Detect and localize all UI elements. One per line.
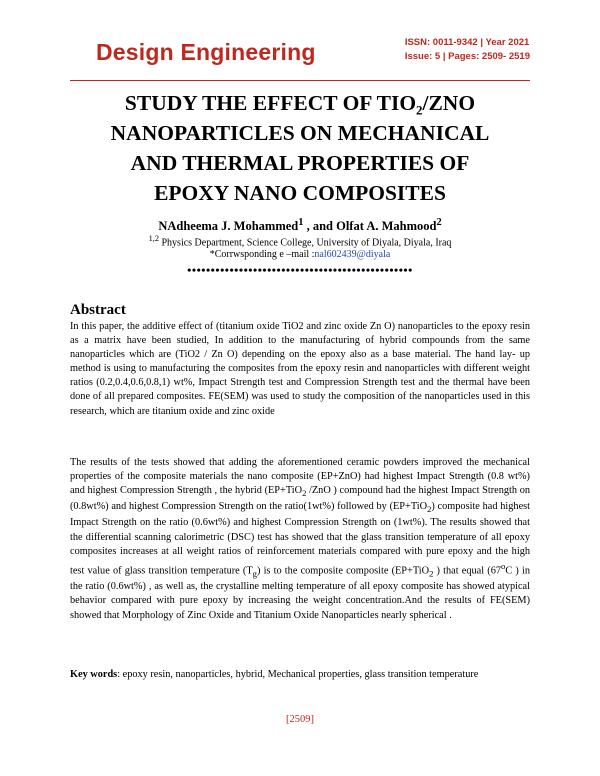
title-line: STUDY THE EFFECT OF TIO₂/ZNO	[124, 91, 476, 115]
page-number: [2509]	[286, 714, 314, 725]
author-separator: , and	[306, 219, 333, 234]
issn-line: ISSN: 0011-9342 | Year 2021	[404, 37, 530, 48]
subscript: g	[252, 568, 257, 579]
email-label: *Corrwsponding e –mail :	[209, 249, 315, 260]
subscript: 2	[302, 488, 307, 499]
header-rule	[70, 80, 530, 81]
issue-line: Issue: 5 | Pages: 2509- 2519	[404, 51, 530, 62]
journal-header	[70, 36, 530, 78]
title-line: NANOPARTICLES ON MECHANICAL	[110, 121, 490, 145]
journal-title: Design Engineering	[96, 39, 316, 65]
corresponding-email	[70, 249, 530, 260]
dotted-separator: ••••••••••••••••••••••••••••••••••••••••••••••••	[187, 263, 413, 277]
author-2-sup: 2	[436, 217, 442, 228]
affiliation	[70, 234, 530, 248]
subscript: 2	[427, 504, 432, 515]
abstract-paragraph-2	[70, 456, 530, 623]
text-run: /ZnO ) compound had the highest Impact Strength on (0.8wt%) and highest Compression Strength on the ratio(1wt%) followed by (EP+TiO	[70, 485, 530, 513]
text-run: ) composite had highest Impact Strength on the ratio (0.6wt%) and highest Compression Strength on (1wt%). The results showed that the differential scanning calorimetric (DSC) test has showed that the glass transition temperature of all epoxy composites increases at all weight ratios of reinforcement materials compared with pure epoxy and the high test value of glass transition temperature (T	[70, 501, 531, 577]
keywords	[70, 668, 530, 682]
title-line: EPOXY NANO COMPOSITES	[154, 181, 446, 205]
subscript: 2	[429, 568, 434, 579]
text-run: The results of the tests showed that adding the aforementioned ceramic powders improved the mechanical properties of the composite materials the nano composite (EP+ZnO) had highest Impact Strength (0.8 wt%) and highest Compression Strength , the hybrid (EP+TiO	[70, 457, 530, 497]
email-link[interactable]: nal602439@diyala	[314, 249, 391, 260]
text-run: ) that equal (67	[433, 565, 502, 577]
paper-title	[70, 88, 530, 208]
affiliation-sup: 1,2	[148, 234, 159, 243]
keywords-text: : epoxy resin, nanoparticles, hybrid, Mechanical properties, glass transition temperature	[117, 669, 479, 680]
keywords-label: Key words	[70, 669, 118, 680]
author-line	[70, 217, 530, 234]
text-run: ) is to the composite composite (EP+TiO	[256, 565, 430, 577]
author-1: NAdheema J. Mohammed	[158, 219, 299, 234]
author-1-sup: 1	[298, 217, 304, 228]
affiliation-text: Physics Department, Science College, University of Diyala, Diyala, Iraq	[161, 237, 452, 249]
superscript: o	[501, 560, 506, 571]
text-run: C ) in the ratio (0.6wt%) , as well as, the crystalline melting temperature of all epoxy composite has showed atypical behavior compared with pure epoxy by increasing the weight concentration.And the results of FE(SEM) showed that Morphology of Zinc Oxide and Titanium Oxide Nanoparticles nearly spherical .	[70, 565, 530, 621]
title-line: AND THERMAL PROPERTIES OF	[130, 151, 470, 175]
issn-block	[405, 36, 530, 64]
abstract-paragraph-1: In this paper, the additive effect of (titanium oxide TiO2 and zinc oxide Zn O) nanoparticles to the epoxy resin as a matrix have been studied, In addition to the manufacturing of hybrid compounds from the same nanoparticles which are (TiO2 / Zn O) depending on the epoxy also as a base material. The hand lay- up method is using to manufacturing the composites from the epoxy resin and nanoparticles with different weight ratios (0.2,0.4,0.6,0.8,1) wt%, Impact Strength test and Compression Strength test and the thermal have been done of all prepared composites. FE(SEM) was used to study the composition of the nanoparticles used in this research, which are titanium oxide and zinc oxide	[70, 321, 530, 417]
author-2: Olfat A. Mahmood	[336, 219, 437, 234]
abstract-heading: Abstract	[70, 302, 126, 318]
